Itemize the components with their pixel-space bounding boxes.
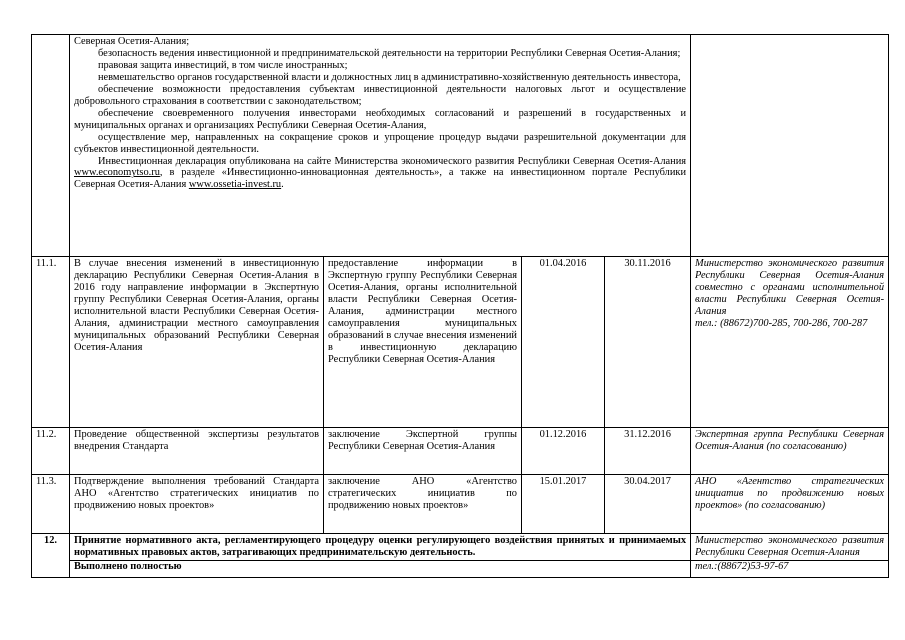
start-date: 01.12.2016 (522, 428, 605, 475)
action-cell: Проведение общественной экспертизы результатов внедрения Стандарта (70, 428, 324, 475)
result-cell: заключение АНО «Агентство стратегических инициатив по продвижению новых проектов» (324, 475, 522, 534)
row-number: 12. (32, 534, 70, 578)
row-number: 11.2. (32, 428, 70, 475)
start-date: 01.04.2016 (522, 257, 605, 428)
text-span: , в разделе «Инвестиционно-инновационная деятельность», а также на инвестиционном портале Республики Северная Осетия-Алания (74, 167, 687, 191)
row12-content-cell (70, 534, 691, 578)
row-number: 11.1. (32, 257, 70, 428)
end-date: 31.12.2016 (605, 428, 691, 475)
responsible-phone: тел.:(88672)53-97-67 (691, 560, 888, 573)
responsible-cell: АНО «Агентство стратегических инициатив по продвижению новых проектов» (по согласованию) (691, 475, 889, 534)
ministry-site-link[interactable]: www.economytso.ru (74, 167, 160, 179)
text-paragraph: невмешательство органов государственной власти и должностных лиц в административно-хозяйственную деятельность инвестора, (98, 71, 681, 83)
responsible-phone: тел.: (88672)700-285, 700-286, 700-287 (695, 317, 868, 329)
table-row-continued (32, 35, 889, 257)
invest-portal-link[interactable]: www.ossetia-invest.ru (188, 179, 282, 191)
responsible-text: Министерство экономического развития Республики Северная Осетия-Алания (695, 535, 885, 558)
text-span: Инвестиционная декларация опубликована на сайте Министерства экономического развития Республики Северная Осетия-Алания (98, 155, 687, 167)
continued-text-cell (70, 35, 691, 257)
table-row (32, 428, 889, 475)
empty-num-cell (32, 35, 70, 257)
result-cell: предоставление информации в Экспертную группу Республики Северная Осетия-Алания, органы исполнительной власти Республики Северная Осетия-Алания, администрации местного самоуправления муниципальных образований в случае внесения изменений в инвестиционную декларацию Республики Северная Осетия-Алания (324, 257, 522, 428)
text-paragraph: обеспечение возможности предоставления субъектам инвестиционной деятельности налоговых льгот и осуществление добровольного страхования в соответствии с законодательством; (74, 83, 687, 107)
table-row (32, 475, 889, 534)
start-date: 15.01.2017 (522, 475, 605, 534)
text-paragraph: обеспечение своевременного получения инвесторами необходимых согласований и разрешений в государственных и муниципальных органах и организациях Республики Северная Осетия-Алания, (74, 107, 687, 131)
responsible-text: Министерство экономического развития Республики Северная Осетия-Алания совместно с органами исполнительной власти Республики Северная Осетия-Алания (695, 258, 885, 317)
text-span: . (281, 179, 284, 191)
text-paragraph: безопасность ведения инвестиционной и предпринимательской деятельности на территории Республики Северная Осетия-Алания; (98, 47, 681, 59)
responsible-cell: Экспертная группа Республики Северная Осетия-Алания (по согласованию) (691, 428, 889, 475)
empty-responsible-cell (691, 35, 889, 257)
row-number: 11.3. (32, 475, 70, 534)
text-paragraph: правовая защита инвестиций, в том числе иностранных; (98, 59, 348, 71)
row12-title: Принятие нормативного акта, регламентирующего процедуру оценки регулирующего воздействия принятых и принимаемых нормативных правовых актов, затрагивающих предпринимательскую деятельность. (74, 535, 687, 558)
table-row (32, 257, 889, 428)
table-row-12 (32, 534, 889, 578)
text-paragraph (74, 156, 686, 192)
action-cell: Подтверждение выполнения требований Стандарта АНО «Агентство стратегических инициатив по продвижению новых проектов» (70, 475, 324, 534)
row12-responsible-cell (691, 534, 889, 578)
result-cell: заключение Экспертной группы Республики Северная Осетия-Алания (324, 428, 522, 475)
action-cell: В случае внесения изменений в инвестиционную декларацию Республики Северная Осетия-Алания в 2016 году направление информации в Экспертную группу Республики Северная Осетия-Алания, органы исполнительной власти Республики Северная Осетия-Алания, администрации местного самоуправления муниципальных образований Республики Северная Осетия-Алания (70, 257, 324, 428)
text-paragraph: Северная Осетия-Алания; (74, 36, 190, 47)
end-date: 30.04.2017 (605, 475, 691, 534)
measures-table (31, 34, 889, 578)
responsible-cell (691, 257, 889, 428)
end-date: 30.11.2016 (605, 257, 691, 428)
text-paragraph: осуществление мер, направленных на сокращение сроков и упрощение процедур выдачи разрешительной документации для субъектов инвестиционной деятельности. (74, 131, 687, 155)
row12-status: Выполнено полностью (70, 560, 690, 573)
